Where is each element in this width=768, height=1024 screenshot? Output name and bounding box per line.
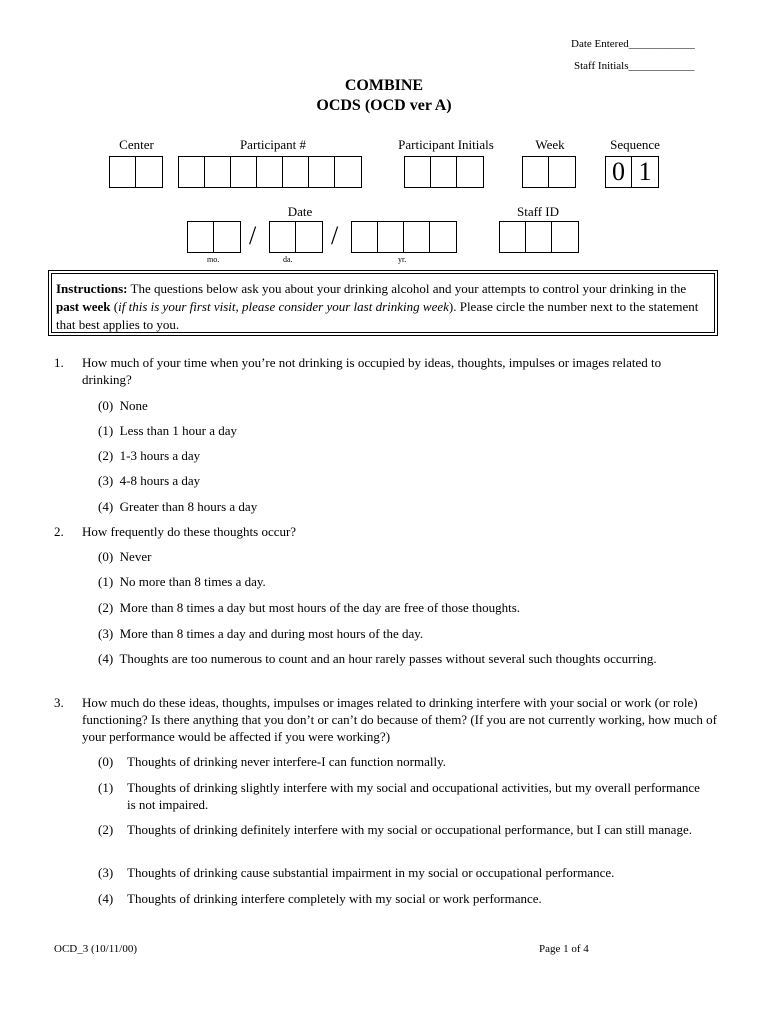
option-code: (3) (98, 865, 114, 880)
date-month-boxes[interactable] (187, 221, 241, 253)
option-text: 4-8 hours a day (119, 473, 201, 488)
option-code: (2) (98, 822, 114, 837)
option-q2-1[interactable] (98, 573, 266, 590)
option-text: Thoughts of drinking cause substantial impairment in my social or occupational performance. (127, 865, 615, 880)
week-boxes[interactable] (522, 156, 576, 188)
option-text: No more than 8 times a day. (119, 574, 266, 589)
option-q2-4[interactable] (98, 650, 708, 667)
option-code: (4) (98, 891, 114, 906)
year-hint: yr. (398, 255, 407, 264)
option-q1-4[interactable] (98, 498, 257, 515)
option-text: Never (119, 549, 152, 564)
option-code: (1) (98, 423, 114, 438)
option-code: (2) (98, 600, 114, 615)
option-text: Thoughts of drinking never interfere-I can function normally. (127, 754, 446, 769)
form-title: COMBINE (344, 77, 424, 94)
option-q1-2[interactable] (98, 447, 200, 464)
option-code: (4) (98, 651, 114, 666)
date-slash-1: / (249, 221, 257, 250)
option-code: (0) (98, 754, 114, 769)
option-q2-3[interactable] (98, 625, 423, 642)
option-text: Thoughts of drinking interfere completely with my social or work performance. (127, 891, 542, 906)
question-number: 2. (54, 524, 64, 539)
option-text: More than 8 times a day and during most hours of the day. (119, 626, 424, 641)
option-q3-2[interactable] (98, 821, 708, 838)
option-q2-0[interactable] (98, 548, 151, 565)
staff-id-label: Staff ID (516, 204, 559, 219)
option-q1-0[interactable] (98, 397, 148, 414)
question-2 (54, 523, 714, 540)
date-day-boxes[interactable] (269, 221, 323, 253)
option-text: Less than 1 hour a day (119, 423, 238, 438)
instructions-text-2: ( (110, 299, 119, 314)
option-text: None (119, 398, 148, 413)
option-code: (3) (98, 473, 114, 488)
option-q3-4[interactable] (98, 890, 708, 907)
participant-label: Participant # (239, 137, 307, 152)
date-slash-2: / (331, 221, 339, 250)
day-hint: da. (283, 255, 293, 264)
form-subtitle: OCDS (OCD ver A) (316, 97, 452, 114)
instructions-text-3: ). Please circle the number next to the statement that best applies to you. (56, 299, 699, 332)
option-q3-0[interactable] (98, 753, 708, 770)
instructions-italic: if this is your first visit, please consider your last drinking week (118, 299, 449, 314)
sequence-digit-1: 0 (606, 157, 632, 187)
question-1 (54, 354, 714, 388)
question-text: How much do these ideas, thoughts, impulses or images related to drinking interfere with your social or work (or role) functioning? Is there anything that you don’t or can’t do because of them? (If you are not currently working, how much of your performance would be affected if you were working?) (82, 695, 717, 744)
option-text: More than 8 times a day but most hours of the day are free of those thoughts. (119, 600, 521, 615)
staff-initials-field: Staff Initials____________ (574, 60, 695, 72)
date-entered-field: Date Entered____________ (571, 38, 695, 50)
option-text: Thoughts of drinking definitely interfere with my social or occupational performance, but I can still manage. (127, 822, 692, 837)
option-q3-3[interactable] (98, 864, 708, 881)
option-code: (0) (98, 398, 114, 413)
option-code: (3) (98, 626, 114, 641)
participant-initials-boxes[interactable] (404, 156, 484, 188)
instructions-text-1: The questions below ask you about your drinking alcohol and your attempts to control your drinking in the (127, 281, 687, 296)
option-text: Thoughts of drinking slightly interfere with my social and occupational activities, but my overall performance is not impaired. (127, 780, 700, 812)
option-code: (2) (98, 448, 114, 463)
option-q1-1[interactable] (98, 422, 237, 439)
option-q1-3[interactable] (98, 472, 200, 489)
week-label: Week (535, 137, 565, 152)
option-code: (1) (98, 574, 114, 589)
participant-initials-label: Participant Initials (398, 137, 494, 152)
center-boxes[interactable] (109, 156, 163, 188)
option-text: Thoughts are too numerous to count and an hour rarely passes without several such thoughts occurring. (119, 651, 657, 666)
month-hint: mo. (207, 255, 220, 264)
staff-id-boxes[interactable] (499, 221, 579, 253)
date-label: Date (287, 204, 313, 219)
sequence-boxes (605, 156, 659, 188)
question-text: How much of your time when you’re not drinking is occupied by ideas, thoughts, impulses or images related to drinking? (82, 355, 662, 387)
sequence-digit-2: 1 (638, 157, 652, 186)
question-number: 3. (54, 695, 64, 710)
instructions-label: Instructions: (56, 281, 128, 296)
option-q3-1[interactable] (98, 779, 708, 813)
date-year-boxes[interactable] (351, 221, 457, 253)
option-code: (1) (98, 780, 114, 795)
sequence-label: Sequence (610, 137, 660, 152)
option-q2-2[interactable] (98, 599, 520, 616)
participant-boxes[interactable] (178, 156, 362, 188)
option-text: 1-3 hours a day (119, 448, 201, 463)
option-code: (0) (98, 549, 114, 564)
option-code: (4) (98, 499, 114, 514)
form-id: OCD_3 (10/11/00) (54, 943, 138, 955)
center-label: Center (119, 137, 154, 152)
page-number: Page 1 of 4 (539, 943, 589, 955)
question-number: 1. (54, 355, 64, 370)
option-text: Greater than 8 hours a day (119, 499, 258, 514)
question-text: How frequently do these thoughts occur? (82, 524, 297, 539)
question-3 (54, 694, 718, 745)
instructions-past-week: past week (56, 299, 111, 314)
instructions-box (48, 270, 718, 336)
